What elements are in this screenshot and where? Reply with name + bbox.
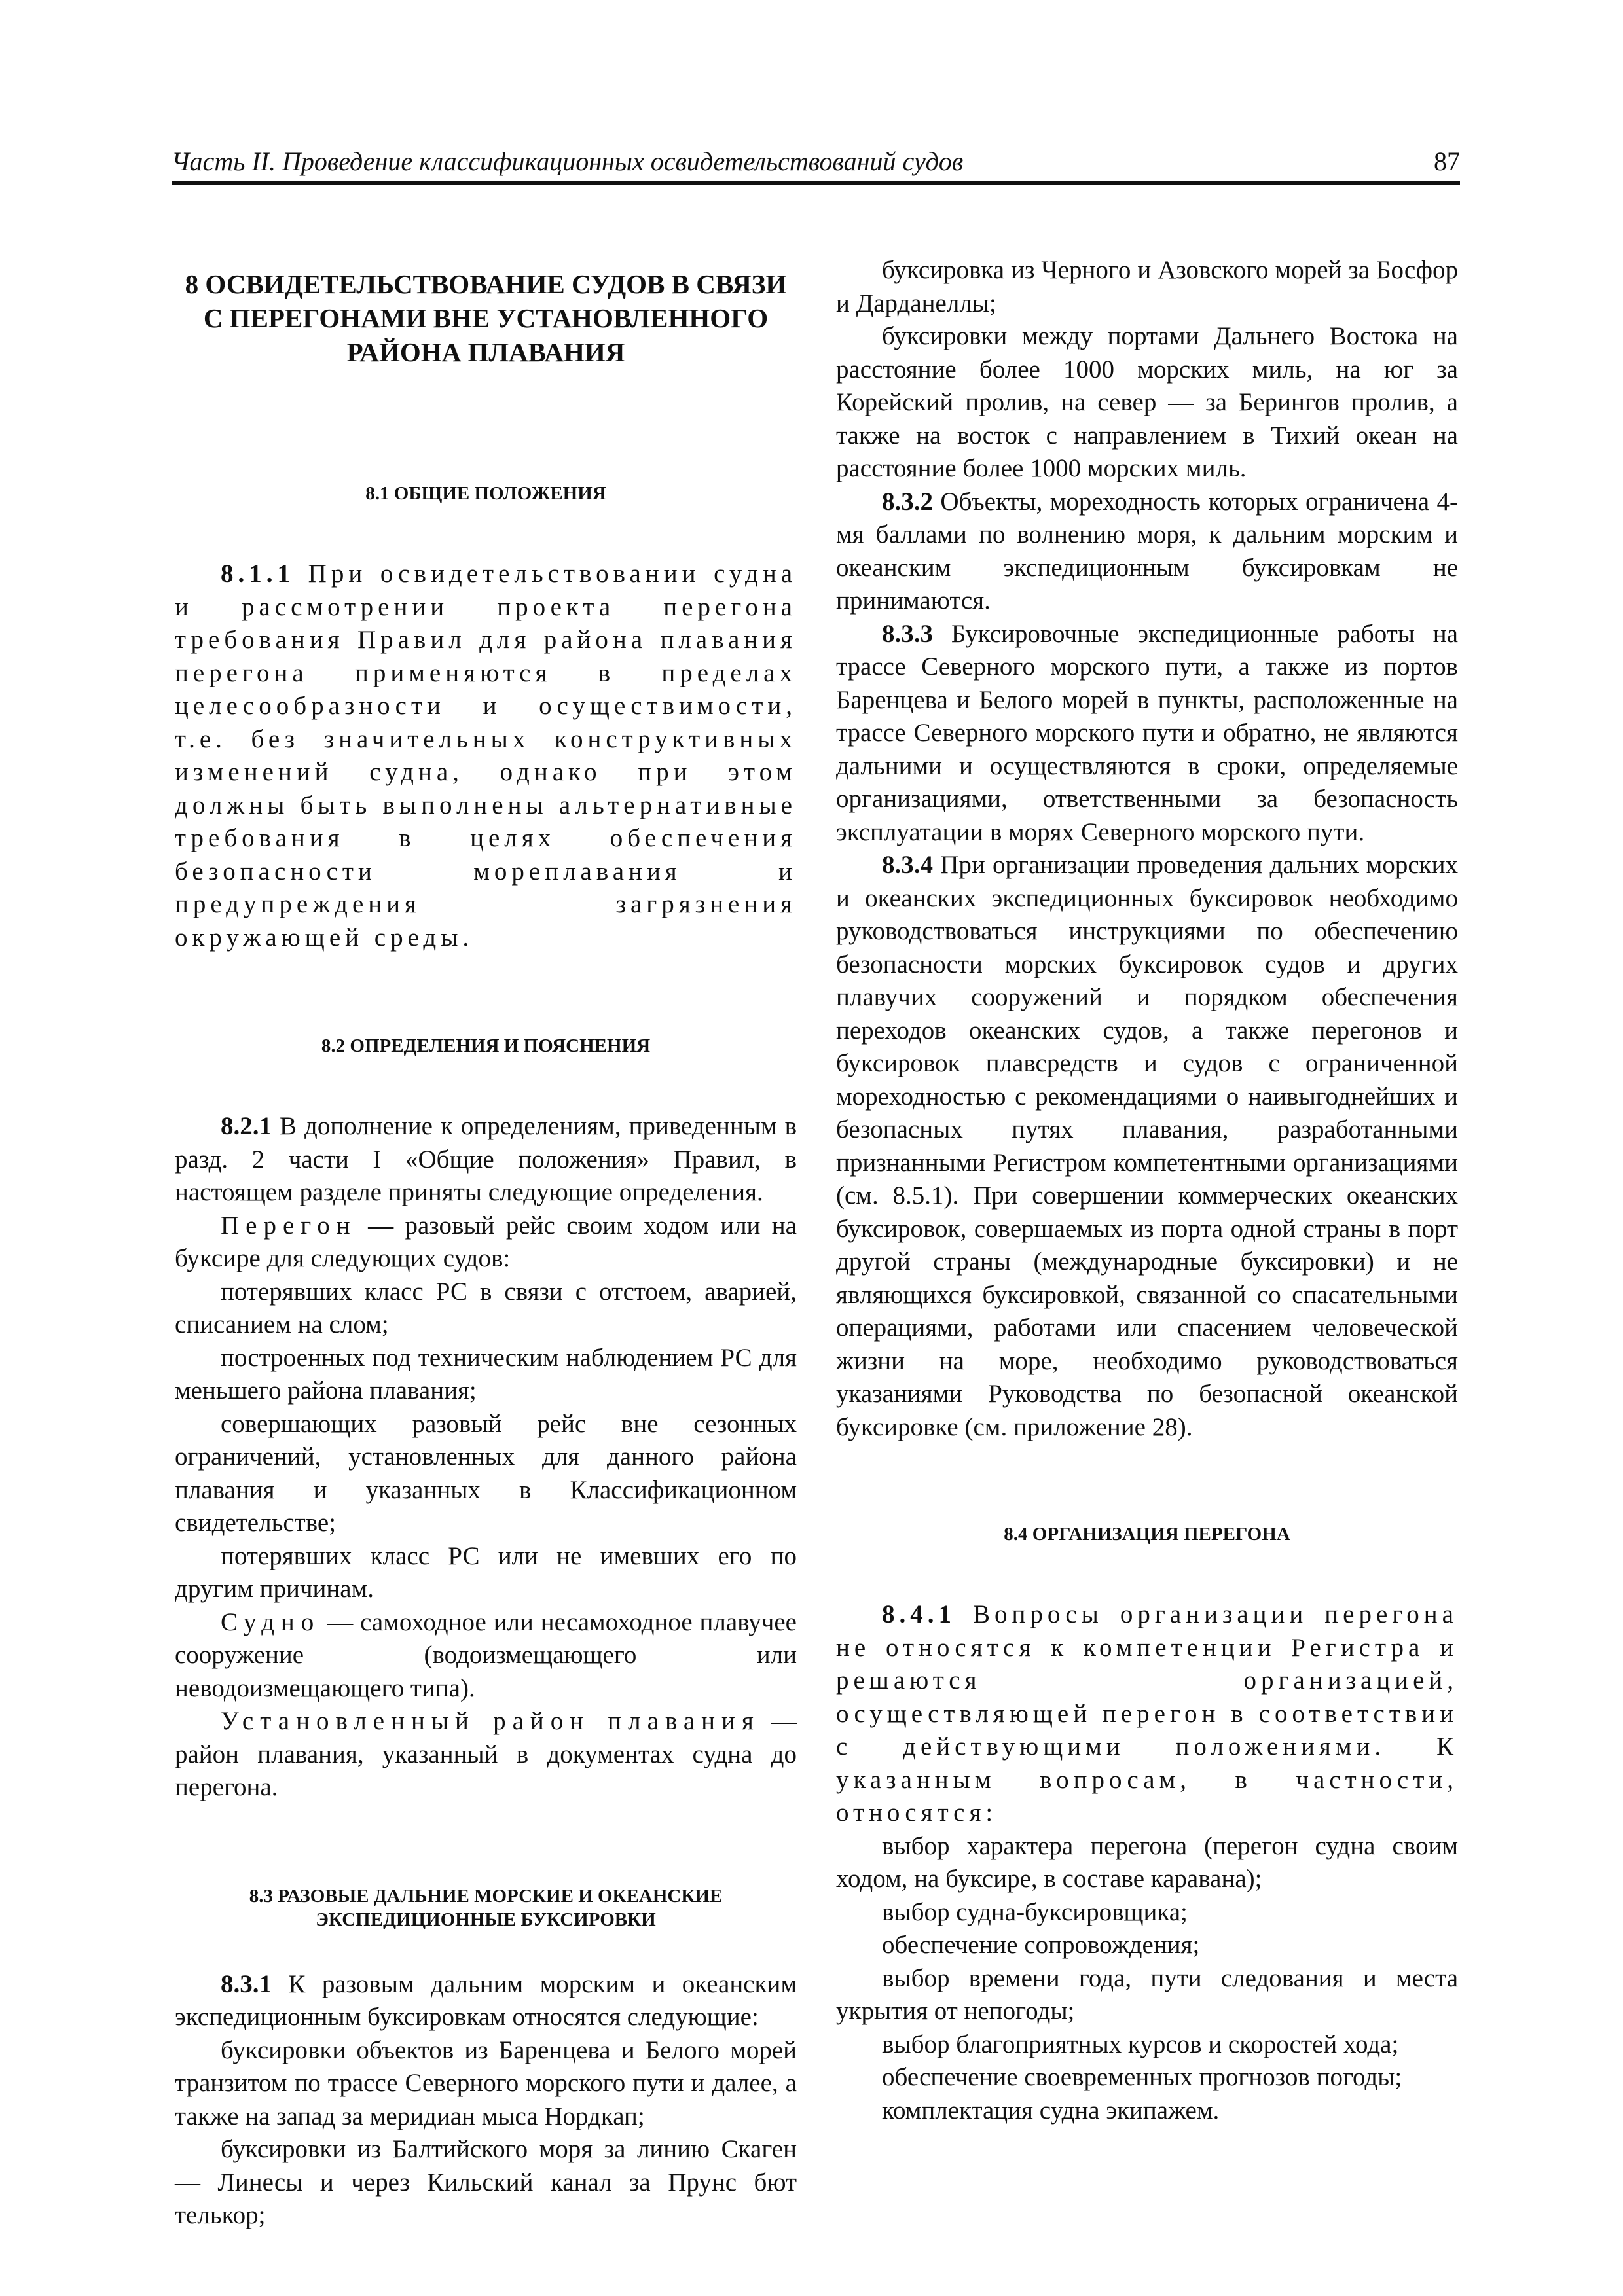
list-item: буксировки объектов из Баренцева и Белого морей транзитом по трассе Северного морского пути и далее, а также на запад за меридиан мыса Нордкап; bbox=[175, 2036, 797, 2130]
page-number: 87 bbox=[1434, 147, 1460, 176]
section-heading-8-1: 8.1 ОБЩИЕ ПОЛОЖЕНИЯ bbox=[365, 483, 606, 504]
list-item: выбор характера перегона (перегон судна своим ходом, на буксире, в составе каравана); bbox=[836, 1831, 1458, 1893]
paragraph-8-1-1 bbox=[175, 558, 797, 954]
definition-text: — самоходное или несамоходное плавучее сооружение (водоизмещающего или неводоизмещающего типа). bbox=[175, 1607, 797, 1702]
defined-term: Установленный район плавания bbox=[221, 1707, 760, 1735]
clause-number: 8.3.1 bbox=[221, 1969, 272, 1998]
clause-number: 8.2.1 bbox=[221, 1112, 272, 1140]
definition-text: — район плавания, указанный в документах судна до перегона. bbox=[175, 1707, 797, 1801]
section-heading-8-2: 8.2 ОПРЕДЕЛЕНИЯ И ПОЯСНЕНИЯ bbox=[321, 1035, 651, 1056]
chapter-title-line: РАЙОНА ПЛАВАНИЯ bbox=[346, 337, 625, 367]
list-item: потерявших класс РС в связи с отстоем, аварией, списанием на слом; bbox=[175, 1277, 797, 1338]
running-title: Часть II. Проведение классификационных освидетельствований судов bbox=[172, 147, 964, 176]
list-item: буксировки из Балтийского моря за линию Скаген — Линесы и через Кильский канал за Прунс бют телькор; bbox=[175, 2135, 797, 2229]
list-item: потерявших класс РС или не имевших его по другим причинам. bbox=[175, 1541, 797, 1603]
clause-text: При организации проведения дальних морских и океанских экспедиционных буксировок необходимо руководствоваться инструкциями по обеспечению безопасности морских буксировок судов и других плавучих сооружений и порядком обеспечения переходов океанских судов, а также перегонов и буксировок плавсредств и судов с ограниченной мореходностью с рекомендациями о наивыгоднейших и безопасных путях плавания, разработанными признанными Регистром компетентными организациями (см. 8.5.1). При совершении коммерческих океанских буксировок, совершаемых из порта одной страны в порт другой страны (международные буксировки) и не являющихся буксировкой, связанной со спасательными операциями, работами или спасением человеческой жизни на море, необходимо руководствоваться указаниями Руководства по безопасной океанской буксировке (см. приложение 28). bbox=[836, 851, 1458, 1441]
definition-rayon bbox=[175, 1705, 797, 1804]
clause-text: В дополнение к определениям, приведенным в разд. 2 части I «Общие положения» Правил, в настоящем разделе приняты следующие определения. bbox=[175, 1112, 797, 1206]
list-item: обеспечение своевременных прогнозов погоды; bbox=[882, 2063, 1402, 2091]
defined-term: Судно bbox=[221, 1607, 321, 1636]
list-item: буксировки между портами Дальнего Востока на расстояние более 1000 морских миль, на юг за Корейский пролив, на север — за Берингов пролив, а также на восток с направлением в Тихий океан на расстояние более 1000 морских миль. bbox=[836, 322, 1458, 482]
chapter-title-line: С ПЕРЕГОНАМИ ВНЕ УСТАНОВЛЕННОГО bbox=[203, 303, 769, 333]
paragraph-8-3-1 bbox=[175, 1968, 797, 2034]
left-column bbox=[175, 254, 797, 2233]
list-item: комплектация судна экипажем. bbox=[882, 2096, 1220, 2125]
list-item: выбор судна-буксировщика; bbox=[882, 1897, 1188, 1926]
clause-text: При освидетельствовании судна и рассмотрении проекта перегона требования Правил для района плавания перегона применяются в пределах целесообразности и осуществимости, т.е. без значительных конструктивных изменений судна, однако при этом должны быть выполнены альтернативные требования в целях обеспечения безопасности мореплавания и предупреждения загрязнения окружающей среды. bbox=[175, 560, 797, 952]
clause-text: К разовым дальним морским и океанским экспедиционным буксировкам относятся следующие: bbox=[175, 1969, 797, 2031]
paragraph-8-4-1 bbox=[836, 1598, 1458, 1830]
right-column bbox=[836, 254, 1458, 2127]
list-item: построенных под техническим наблюдением РС для меньшего района плавания; bbox=[175, 1343, 797, 1405]
list-item: выбор благоприятных курсов и скоростей хода; bbox=[882, 2030, 1399, 2058]
section-heading-line: ЭКСПЕДИЦИОННЫЕ БУКСИРОВКИ bbox=[316, 1909, 656, 1930]
chapter-title bbox=[175, 267, 797, 369]
definition-peregon bbox=[175, 1210, 797, 1276]
clause-number: 8.1.1 bbox=[221, 560, 295, 588]
clause-text: Объекты, мореходность которых ограничена 4-мя баллами по волнению моря, к дальним морским и океанским экспедиционным буксировкам не принимаются. bbox=[836, 487, 1458, 615]
paragraph-8-3-4 bbox=[836, 849, 1458, 1444]
paragraph-8-3-3 bbox=[836, 618, 1458, 850]
section-heading-line: 8.3 РАЗОВЫЕ ДАЛЬНИЕ МОРСКИЕ И ОКЕАНСКИЕ bbox=[249, 1885, 723, 1907]
clause-number: 8.3.4 bbox=[882, 851, 933, 879]
list-item: выбор времени года, пути следования и места укрытия от непогоды; bbox=[836, 1964, 1458, 2025]
list-item: обеспечение сопровождения; bbox=[882, 1931, 1200, 1959]
list-item: буксировка из Черного и Азовского морей за Босфор и Дарданеллы; bbox=[836, 256, 1458, 317]
paragraph-8-3-2 bbox=[836, 486, 1458, 618]
section-heading-8-3 bbox=[175, 1884, 797, 1931]
list-item: совершающих разовый рейс вне сезонных ограничений, установленных для данного района плавания и указанных в Классификационном свидетельстве; bbox=[175, 1409, 797, 1537]
clause-text: Буксировочные экспедиционные работы на трассе Северного морского пути, а также из портов Баренцева и Белого морей в пункты, расположенные на трассе Северного морского пути и обратно, не являются дальними и осуществляются в сроки, определяемые организациями, ответственными за безопасность эксплуатации в морях Северного морского пути. bbox=[836, 619, 1458, 846]
defined-term: Перегон bbox=[221, 1211, 357, 1240]
paragraph-8-2-1 bbox=[175, 1110, 797, 1210]
clause-number: 8.3.3 bbox=[882, 619, 933, 648]
definition-sudno bbox=[175, 1606, 797, 1706]
definition-text: — разовый рейс своим ходом или на буксире для следующих судов: bbox=[175, 1211, 797, 1272]
running-header bbox=[172, 143, 1460, 185]
clause-text: Вопросы организации перегона не относятся к компетенции Регистра и решаются организацией, осуществляющей перегон в соответствии с действующими положениями. К указанным вопросам, в частности, относятся: bbox=[836, 1600, 1458, 1827]
chapter-title-line: 8 ОСВИДЕТЕЛЬСТВОВАНИЕ СУДОВ В СВЯЗИ bbox=[185, 269, 787, 299]
clause-number: 8.3.2 bbox=[882, 487, 933, 516]
section-heading-8-4: 8.4 ОРГАНИЗАЦИЯ ПЕРЕГОНА bbox=[1004, 1524, 1290, 1545]
clause-number: 8.4.1 bbox=[882, 1600, 956, 1628]
